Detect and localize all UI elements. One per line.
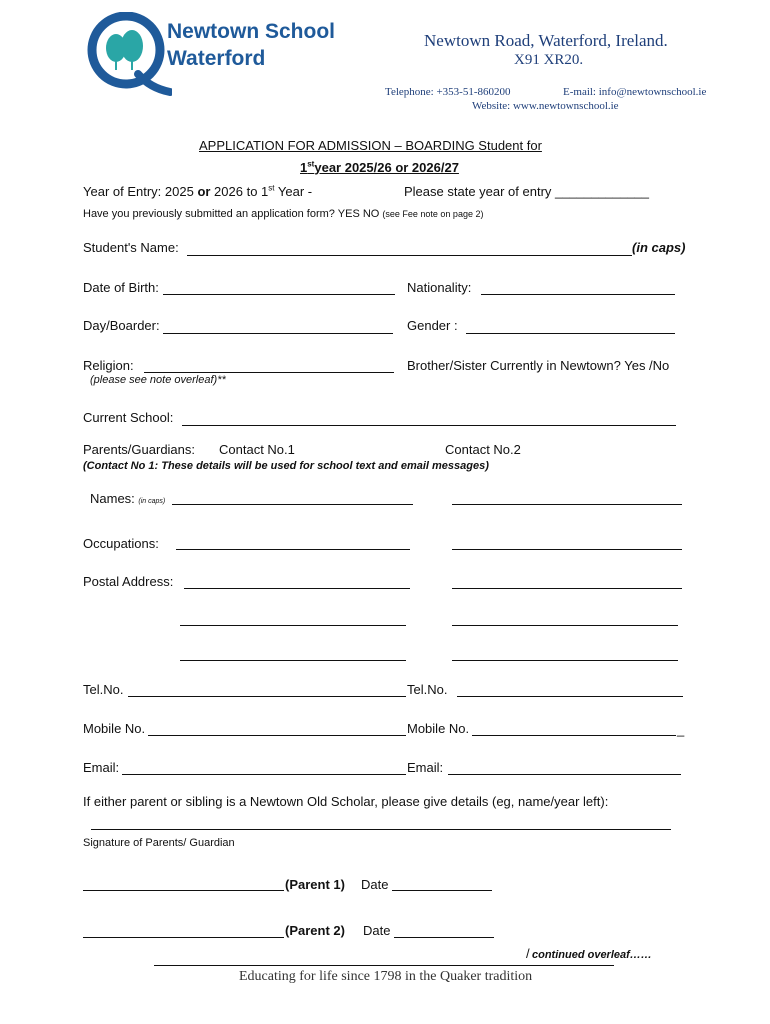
parent1-signature-field[interactable] <box>83 890 284 891</box>
current-school-label: Current School: <box>83 410 174 425</box>
parent1-label: (Parent 1) <box>285 877 345 892</box>
parent2-label: (Parent 2) <box>285 923 345 938</box>
email-label-1: Email: <box>83 760 120 775</box>
contact1-tel-field[interactable] <box>128 696 406 697</box>
student-name-label: Student's Name: <box>83 240 179 255</box>
contact2-occupation-field[interactable] <box>452 549 682 550</box>
religion-note: (please see note overleaf)** <box>90 374 226 386</box>
religion-label: Religion: <box>83 358 134 373</box>
parent2-date-field[interactable] <box>394 937 494 938</box>
parent1-date-field[interactable] <box>392 890 492 891</box>
contact1-mobile-field[interactable] <box>148 735 406 736</box>
footer-rule <box>154 965 614 966</box>
previous-application-question <box>83 208 483 220</box>
school-name-line1: Newtown School <box>167 20 335 43</box>
school-telephone: Telephone: +353-51-860200 <box>385 86 511 98</box>
school-name-line2: Waterford <box>167 47 266 70</box>
parent1-date-label: Date <box>361 877 389 892</box>
contact2-names-field[interactable] <box>452 504 682 505</box>
school-email: E-mail: info@newtownschool.ie <box>563 86 707 98</box>
parents-heading: Parents/Guardians: <box>83 442 196 457</box>
contact2-address-line3[interactable] <box>452 660 678 661</box>
contact2-mobile-field[interactable] <box>472 735 676 736</box>
religion-field[interactable] <box>144 372 394 373</box>
dob-label: Date of Birth: <box>83 280 159 295</box>
contact1-names-field[interactable] <box>172 504 413 505</box>
form-title-line1: APPLICATION FOR ADMISSION – BOARDING Student for <box>199 138 542 153</box>
title-year-prefix: 1 <box>300 160 308 175</box>
student-name-field[interactable] <box>187 255 632 256</box>
postal-address-label: Postal Address: <box>83 574 174 589</box>
old-scholar-field[interactable] <box>91 829 671 830</box>
contact1-address-line1[interactable] <box>184 588 410 589</box>
nationality-field[interactable] <box>481 294 675 295</box>
school-address-line1: Newtown Road, Waterford, Ireland. <box>424 31 668 50</box>
contact1-email-field[interactable] <box>122 774 406 775</box>
old-scholar-question: If either parent or sibling is a Newtown Old Scholar, please give details (eg, name/year left): <box>83 794 609 809</box>
title-year-sup: st <box>307 159 315 169</box>
form-title-year <box>300 160 459 175</box>
contact1-address-line2[interactable] <box>180 625 406 626</box>
contact1-heading: Contact No.1 <box>219 442 295 457</box>
occupations-label: Occupations: <box>83 536 159 551</box>
footer-motto: Educating for life since 1798 in the Quaker tradition <box>239 969 533 984</box>
year-of-entry-sup: st <box>268 183 275 193</box>
school-crest-icon <box>86 12 172 96</box>
contact2-heading: Contact No.2 <box>445 442 521 457</box>
year-of-entry-c: Year - <box>274 184 313 199</box>
year-of-entry-a: Year of Entry: 2025 <box>83 184 198 199</box>
parent2-date-label: Date <box>363 923 391 938</box>
email-label-2: Email: <box>407 760 444 775</box>
form-title <box>199 138 542 153</box>
continued-slash: / <box>526 946 530 961</box>
tel-label-1: Tel.No. <box>83 682 124 697</box>
school-website: Website: www.newtownschool.ie <box>472 100 619 112</box>
names-label <box>90 491 165 506</box>
mobile-field-tail: _ <box>677 722 685 737</box>
dob-field[interactable] <box>163 294 395 295</box>
contact2-tel-field[interactable] <box>457 696 683 697</box>
year-of-entry-or: or <box>197 184 211 199</box>
continued-overleaf: continued overleaf…… <box>532 949 652 961</box>
previous-question-note: (see Fee note on page 2) <box>382 209 484 219</box>
contact2-address-line2[interactable] <box>452 625 678 626</box>
title-year-rest: year 2025/26 or 2026/27 <box>314 160 459 175</box>
current-school-field[interactable] <box>182 425 676 426</box>
names-label-text: Names: <box>90 491 135 506</box>
signature-label: Signature of Parents/ Guardian <box>83 837 235 849</box>
sibling-question[interactable]: Brother/Sister Currently in Newtown? Yes /No <box>407 358 670 373</box>
gender-label: Gender : <box>407 318 458 333</box>
names-caps-note: (in caps) <box>138 498 166 505</box>
mobile-label-2: Mobile No. <box>407 721 470 736</box>
year-of-entry <box>83 184 312 199</box>
contact-note: (Contact No 1: These details will be used for school text and email messages) <box>83 460 489 472</box>
previous-question-text[interactable]: Have you previously submitted an application form? YES NO <box>83 208 383 220</box>
nationality-label: Nationality: <box>407 280 472 295</box>
day-boarder-label: Day/Boarder: <box>83 318 160 333</box>
mobile-label-1: Mobile No. <box>83 721 146 736</box>
student-name-caps-note: (in caps) <box>632 240 686 255</box>
gender-field[interactable] <box>466 333 675 334</box>
parent2-signature-field[interactable] <box>83 937 284 938</box>
contact2-address-line1[interactable] <box>452 588 682 589</box>
school-address-line2: X91 XR20. <box>514 52 584 68</box>
contact1-address-line3[interactable] <box>180 660 406 661</box>
state-year-field[interactable]: Please state year of entry _____________ <box>404 184 650 199</box>
tel-label-2: Tel.No. <box>407 682 448 697</box>
contact2-email-field[interactable] <box>448 774 681 775</box>
school-logo <box>86 12 172 96</box>
day-boarder-field[interactable] <box>163 333 393 334</box>
year-of-entry-b: 2026 to 1 <box>210 184 269 199</box>
contact1-occupation-field[interactable] <box>176 549 410 550</box>
